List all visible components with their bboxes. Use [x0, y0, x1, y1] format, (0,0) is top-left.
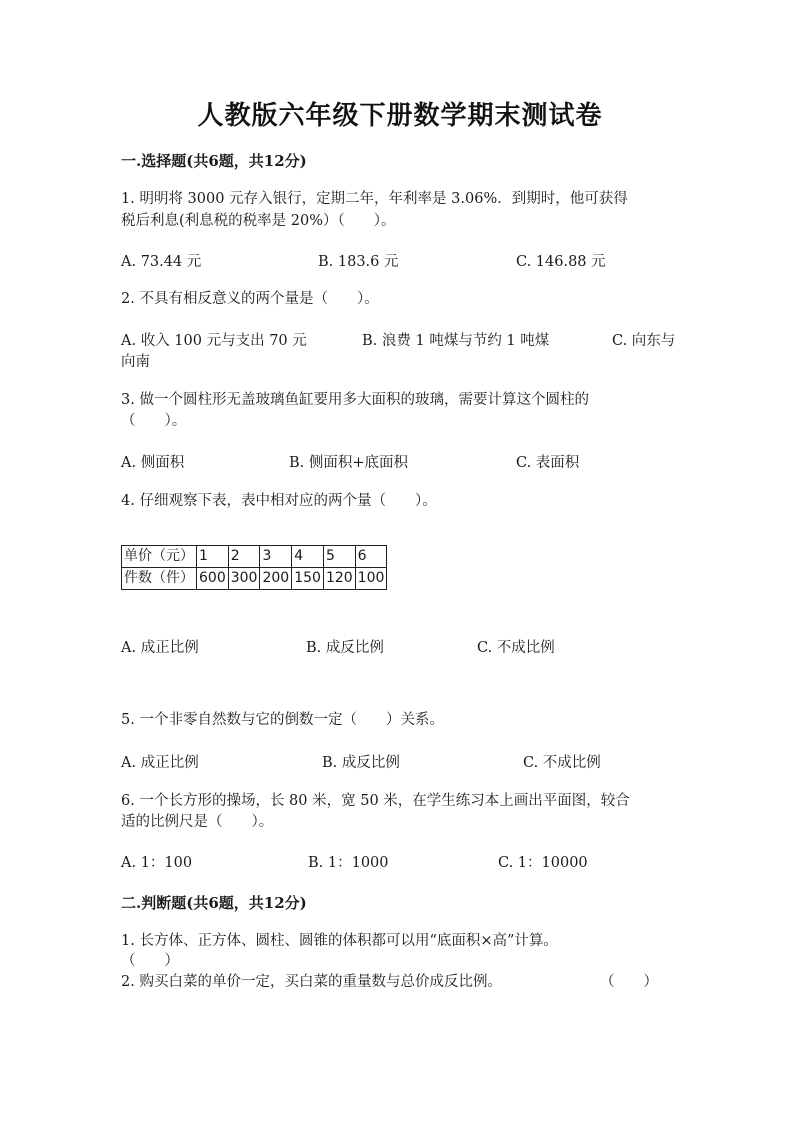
question-5-option-b[interactable]: B. 成反比例	[322, 755, 400, 771]
question-5-option-a[interactable]: A. 成正比例	[121, 755, 199, 771]
judge-question-1-answer-paren[interactable]: （ ）	[121, 953, 179, 969]
question-5-line-1: 5. 一个非零自然数与它的倒数一定（ ）关系。	[121, 712, 444, 728]
table-cell: 3	[260, 546, 292, 568]
table-cell: 2	[228, 546, 260, 568]
question-6-line-2: 适的比例尺是（ ）。	[121, 814, 274, 830]
question-4-option-a[interactable]: A. 成正比例	[121, 640, 199, 656]
table-cell: 6	[355, 546, 387, 568]
table-cell: 4	[292, 546, 324, 568]
question-1-option-c[interactable]: C. 146.88 元	[516, 254, 606, 270]
section-heading-choice: 一.选择题(共6题，共12分)	[121, 152, 307, 170]
question-1-option-a[interactable]: A. 73.44 元	[121, 254, 202, 270]
judge-question-2-answer-paren[interactable]: （ ）	[600, 974, 658, 990]
table-row-price	[122, 546, 387, 568]
question-3-line-2: （ ）。	[121, 413, 187, 429]
question-3-option-b[interactable]: B. 侧面积+底面积	[289, 455, 409, 471]
question-2-line-1: 2. 不具有相反意义的两个量是（ ）。	[121, 291, 379, 307]
table-cell: 300	[228, 568, 260, 590]
table-row-quantity	[122, 568, 387, 590]
question-6-option-c[interactable]: C. 1：10000	[498, 855, 588, 871]
question-6-option-a[interactable]: A. 1：100	[121, 855, 193, 871]
question-1-option-b[interactable]: B. 183.6 元	[318, 254, 399, 270]
section-heading-judge: 二.判断题(共6题，共12分)	[121, 894, 307, 912]
question-3-option-c[interactable]: C. 表面积	[516, 455, 580, 471]
question-1-line-1: 1. 明明将 3000 元存入银行，定期二年，年利率是 3.06%．到期时，他可获得	[121, 191, 628, 207]
judge-question-1-line-1: 1. 长方体、正方体、圆柱、圆锥的体积都可以用“底面积×高”计算。	[121, 933, 558, 949]
question-6-option-b[interactable]: B. 1：1000	[308, 855, 389, 871]
table-cell: 1	[197, 546, 229, 568]
question-2-option-a[interactable]: A. 收入 100 元与支出 70 元	[121, 333, 307, 349]
table-cell: 120	[323, 568, 355, 590]
question-3-line-1: 3. 做一个圆柱形无盖玻璃鱼缸要用多大面积的玻璃，需要计算这个圆柱的	[121, 392, 589, 408]
table-cell: 100	[355, 568, 387, 590]
table-cell: 150	[292, 568, 324, 590]
question-1-line-2: 税后利息(利息税的税率是 20%）（ ）。	[121, 213, 396, 229]
table-cell: 600	[197, 568, 229, 590]
question-2-option-c[interactable]: C. 向东与	[612, 333, 676, 349]
question-6-line-1: 6. 一个长方形的操场，长 80 米，宽 50 米，在学生练习本上画出平面图，较合	[121, 793, 630, 809]
table-cell: 单价（元）	[122, 546, 197, 568]
table-cell: 200	[260, 568, 292, 590]
page-title: 人教版六年级下册数学期末测试卷	[197, 101, 603, 131]
question-5-option-c[interactable]: C. 不成比例	[523, 755, 601, 771]
question-4-option-b[interactable]: B. 成反比例	[306, 640, 384, 656]
question-2-option-c-wrap: 向南	[121, 354, 150, 370]
question-4-line-1: 4. 仔细观察下表，表中相对应的两个量（ ）。	[121, 493, 437, 509]
price-quantity-table	[121, 545, 387, 590]
table-cell: 件数（件）	[122, 568, 197, 590]
question-2-option-b[interactable]: B. 浪费 1 吨煤与节约 1 吨煤	[362, 333, 550, 349]
question-4-option-c[interactable]: C. 不成比例	[477, 640, 555, 656]
question-3-option-a[interactable]: A. 侧面积	[121, 455, 185, 471]
table-cell: 5	[323, 546, 355, 568]
judge-question-2-line-1: 2. 购买白菜的单价一定，买白菜的重量数与总价成反比例。	[121, 974, 502, 990]
